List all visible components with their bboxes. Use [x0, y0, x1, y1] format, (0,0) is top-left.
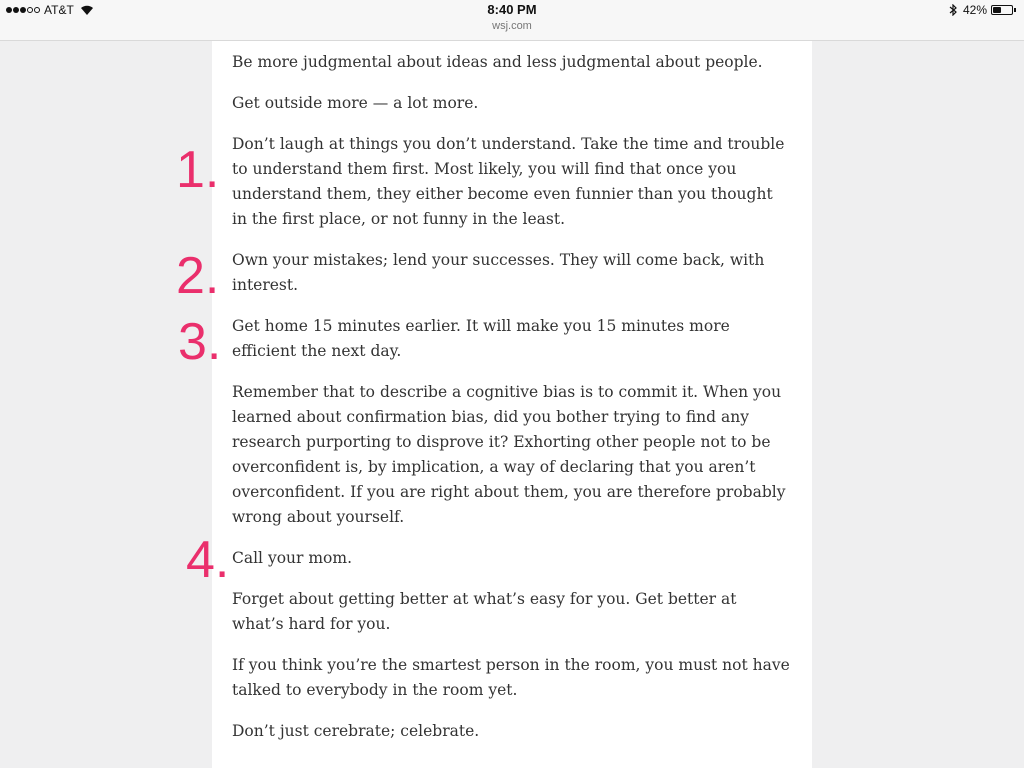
annotation-number-4: 4.: [186, 531, 230, 589]
clock: 8:40 PM: [487, 2, 537, 17]
article-paragraph: Own your mistakes; lend your successes. They will come back, with interest.: [232, 251, 765, 294]
article-paragraph: Get home 15 minutes earlier. It will make you 15 minutes more efficient the next day.: [232, 317, 730, 360]
article-paragraph: Remember that to describe a cognitive bias is to commit it. When you learned about confirmation bias, did you bother trying to find any research purporting to disprove it? Exhorting other people not to be overconfident is, by implication, a way of declaring that you aren’t overconfident. If you are right about them, you are therefore probably wrong about yourself.: [232, 383, 786, 526]
battery-cap: [1014, 8, 1016, 12]
status-right: [949, 3, 1016, 17]
url-bar[interactable]: wsj.com: [492, 20, 532, 32]
status-bar: [0, 0, 1024, 41]
article-body[interactable]: [212, 41, 812, 768]
article-paragraph: Call your mom.: [232, 549, 353, 567]
annotation-number-3: 3.: [178, 313, 222, 371]
status-center[interactable]: [0, 2, 1024, 34]
article-paragraph: Be more judgmental about ideas and less judgmental about people.: [232, 53, 763, 71]
carrier-name: AT&T: [44, 3, 74, 17]
battery-percent: 42%: [962, 3, 987, 17]
article-paragraph: Get outside more — a lot more.: [232, 94, 479, 112]
article-paragraph: Forget about getting better at what’s easy for you. Get better at what’s hard for you.: [232, 590, 737, 633]
battery-level: [993, 7, 1001, 13]
bluetooth-icon: [949, 4, 957, 16]
article-paragraph: Don’t just cerebrate; celebrate.: [232, 722, 480, 740]
article-paragraph: Don’t laugh at things you don’t understand. Take the time and trouble to understand them first. Most likely, you will find that once you understand them, they either become even funnier than you thought in the first place, or not funny in the least.: [232, 135, 785, 228]
battery-icon: [991, 5, 1013, 15]
article-paragraph: If you think you’re the smartest person in the room, you must not have talked to everybody in the room yet.: [232, 656, 790, 699]
annotation-number-2: 2.: [176, 247, 220, 305]
annotation-number-1: 1.: [176, 141, 220, 199]
